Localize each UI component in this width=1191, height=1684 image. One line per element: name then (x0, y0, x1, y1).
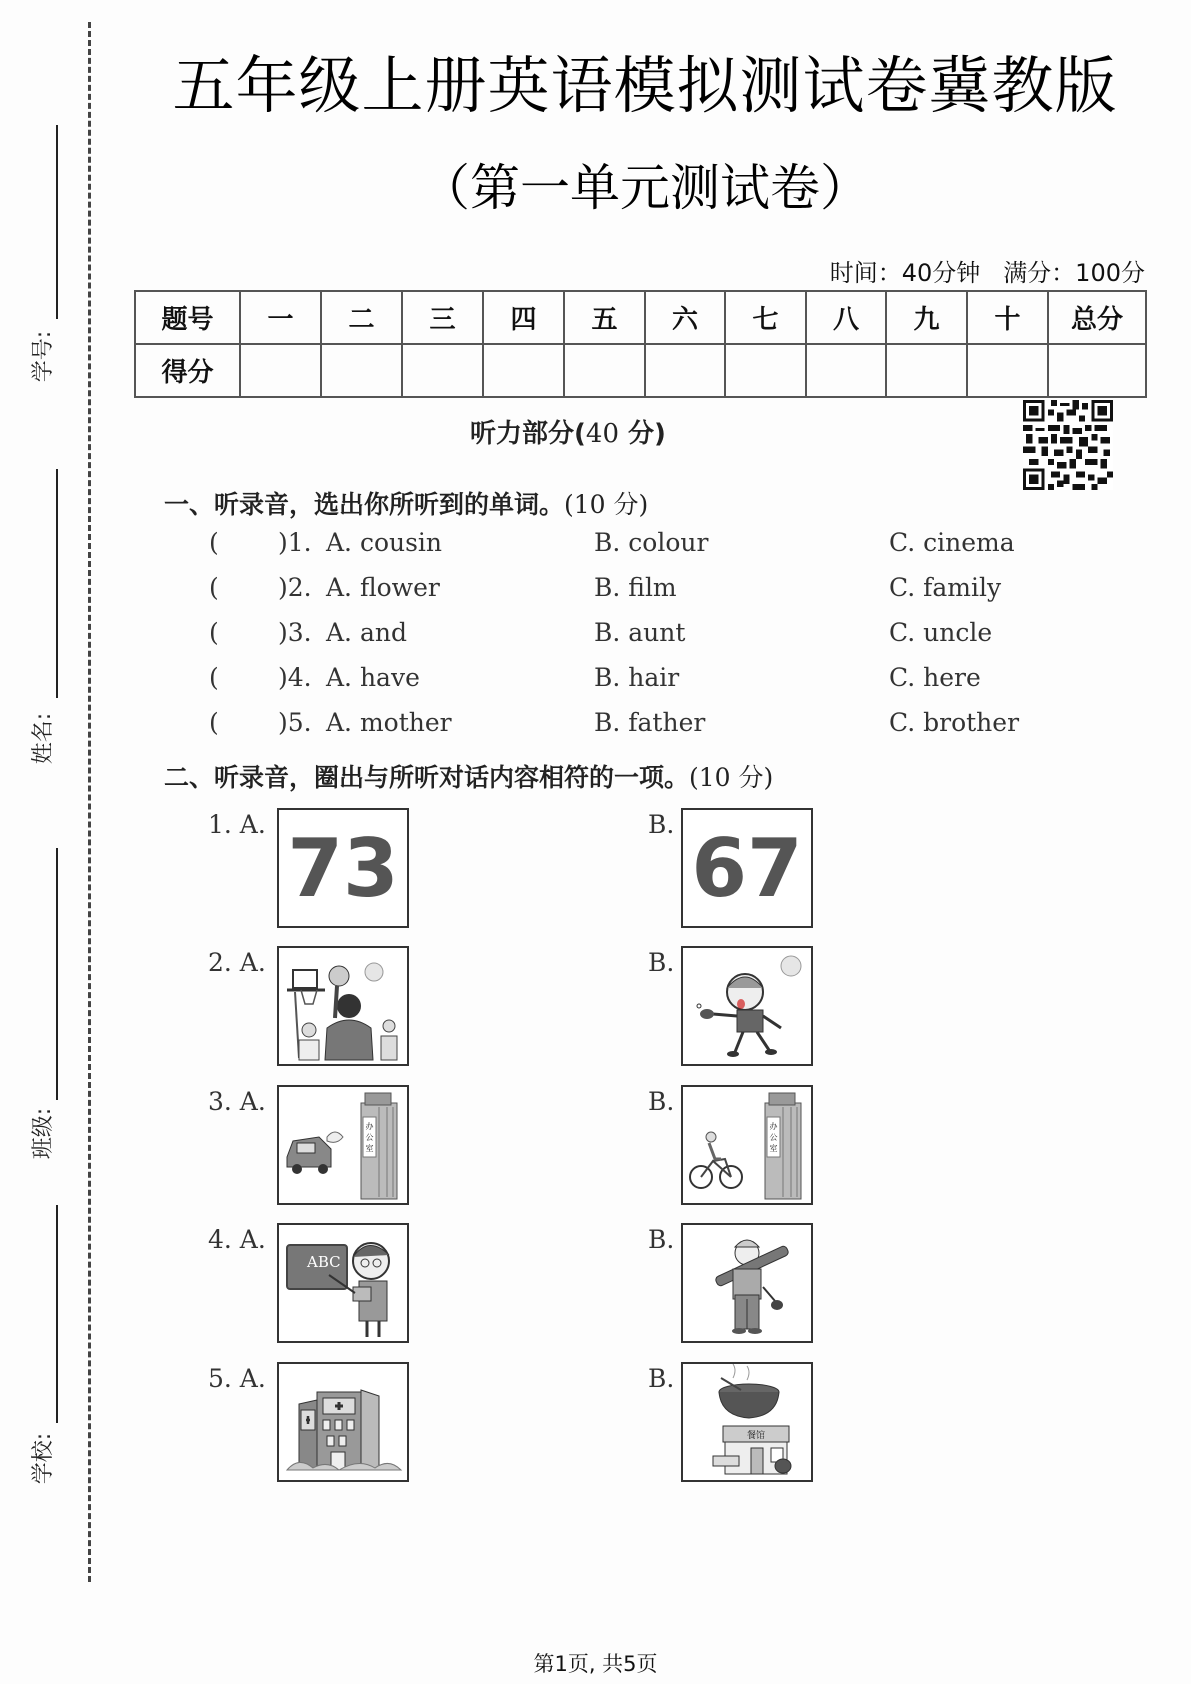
score-cell[interactable] (806, 344, 886, 397)
question-row (0, 571, 1191, 605)
section1-heading-text: 一、听录音，选出你所听到的单词。 (164, 490, 565, 519)
answer-paren: ( (209, 618, 219, 647)
option-c: C. brother (889, 708, 1020, 737)
item1-label-b: B. (648, 810, 675, 839)
item3-option-a[interactable] (277, 1085, 409, 1205)
svg-text:ABC: ABC (307, 1253, 341, 1271)
svg-text:餐馆: 餐馆 (746, 1431, 766, 1441)
score-row (135, 344, 1146, 397)
school-underline (56, 1205, 58, 1423)
item1-option-a[interactable] (277, 808, 409, 928)
option-a: A. flower (326, 573, 440, 602)
student-id-label-text: 学号: (31, 330, 57, 382)
listening-title-text: 听力部分 (470, 419, 575, 449)
exam-meta (830, 258, 1145, 288)
item3-option-b[interactable] (681, 1085, 813, 1205)
question-number: )1. (278, 528, 312, 557)
answer-input[interactable] (222, 663, 280, 695)
section2-points: (10 分) (689, 763, 774, 792)
score-table (134, 290, 1147, 398)
option-c: C. here (889, 663, 981, 692)
answer-paren: ( (209, 528, 219, 557)
item1-label-a: 1. A. (208, 810, 266, 839)
svg-text:公: 公 (769, 1133, 778, 1142)
section1-heading (164, 489, 648, 521)
student-id-label (22, 328, 62, 384)
item1-option-b[interactable] (681, 808, 813, 928)
question-row (0, 661, 1191, 695)
qr-code-icon[interactable] (1023, 400, 1113, 490)
answer-paren: ( (209, 708, 219, 737)
question-number: )4. (278, 663, 312, 692)
item2-label-b: B. (648, 948, 675, 977)
option-a: A. cousin (326, 528, 443, 557)
option-c: C. uncle (889, 618, 993, 647)
item4-label-b: B. (648, 1225, 675, 1254)
total-score-cell[interactable] (1048, 344, 1146, 397)
item2-option-b[interactable] (681, 946, 813, 1066)
page-subtitle: （第一单元测试卷） (420, 159, 870, 217)
question-number: )5. (278, 708, 312, 737)
bike-to-office-icon (683, 1087, 811, 1203)
column-header: 一 (240, 291, 321, 344)
option-a: A. mother (326, 708, 452, 737)
plumber-icon (683, 1225, 811, 1341)
item5-label-a: 5. A. (208, 1364, 266, 1393)
listening-points-unit: 分) (619, 419, 666, 449)
listening-points: 40 (585, 419, 619, 449)
class-label-text: 班级: (31, 1107, 57, 1159)
listening-part-title (470, 418, 666, 450)
section2-heading (164, 762, 773, 794)
full-score: 满分：100分 (1003, 259, 1145, 287)
score-cell[interactable] (645, 344, 725, 397)
number-67: 67 (691, 822, 803, 915)
row-header-question: 题号 (135, 291, 240, 344)
item5-option-a[interactable] (277, 1362, 409, 1482)
question-row (0, 526, 1191, 560)
svg-text:室: 室 (365, 1144, 374, 1153)
column-header: 八 (806, 291, 886, 344)
question-number: )3. (278, 618, 312, 647)
svg-text:室: 室 (769, 1144, 778, 1153)
score-cell[interactable] (967, 344, 1048, 397)
question-number-row (135, 291, 1146, 344)
score-cell[interactable] (564, 344, 645, 397)
question-number: )2. (278, 573, 312, 602)
hospital-icon (279, 1364, 407, 1480)
item4-option-b[interactable] (681, 1223, 813, 1343)
option-a: A. have (326, 663, 420, 692)
student-id-underline (56, 125, 58, 319)
score-cell[interactable] (483, 344, 564, 397)
answer-paren: ( (209, 573, 219, 602)
time-limit: 时间：40分钟 (829, 259, 981, 287)
column-header: 七 (725, 291, 806, 344)
section2-heading-text: 二、听录音，圈出与所听对话内容相符的一项。 (164, 763, 690, 792)
restaurant-icon (683, 1364, 811, 1480)
item3-label-a: 3. A. (208, 1087, 266, 1116)
column-header: 九 (886, 291, 967, 344)
svg-text:办: 办 (769, 1122, 778, 1131)
column-header: 二 (321, 291, 402, 344)
page-footer: 第1页, 共5页 (533, 1652, 658, 1676)
item5-option-b[interactable] (681, 1362, 813, 1482)
item2-label-a: 2. A. (208, 948, 266, 977)
item4-option-a[interactable] (277, 1223, 409, 1343)
listening-paren: ( (574, 419, 586, 449)
school-label (22, 1430, 62, 1486)
answer-input[interactable] (222, 708, 280, 740)
column-header: 四 (483, 291, 564, 344)
svg-text:公: 公 (365, 1133, 374, 1142)
row-header-score: 得分 (135, 344, 240, 397)
class-label (22, 1105, 62, 1161)
page-title: 五年级上册英语模拟测试卷冀教版 (172, 49, 1118, 122)
answer-input[interactable] (222, 573, 280, 605)
item2-option-a[interactable] (277, 946, 409, 1066)
item4-label-a: 4. A. (208, 1225, 266, 1254)
option-b: B. film (594, 573, 677, 602)
svg-text:办: 办 (365, 1122, 374, 1131)
score-cell[interactable] (725, 344, 806, 397)
answer-paren: ( (209, 663, 219, 692)
ping-pong-boy-icon (683, 948, 811, 1064)
answer-input[interactable] (222, 528, 280, 560)
name-label-text: 姓名: (31, 712, 57, 764)
option-b: B. hair (594, 663, 680, 692)
teacher-icon (279, 1225, 407, 1341)
question-row (0, 616, 1191, 650)
column-header: 十 (967, 291, 1048, 344)
basketball-players-icon (279, 948, 407, 1064)
score-cell[interactable] (321, 344, 402, 397)
option-b: B. colour (594, 528, 709, 557)
score-cell[interactable] (240, 344, 321, 397)
school-label-text: 学校: (31, 1432, 57, 1484)
answer-input[interactable] (222, 618, 280, 650)
cut-line (88, 22, 91, 1582)
question-row (0, 706, 1191, 740)
column-header: 六 (645, 291, 725, 344)
score-cell[interactable] (402, 344, 483, 397)
option-b: B. aunt (594, 618, 686, 647)
option-b: B. father (594, 708, 706, 737)
column-header: 五 (564, 291, 645, 344)
column-header-total: 总分 (1048, 291, 1146, 344)
option-c: C. cinema (889, 528, 1015, 557)
item5-label-b: B. (648, 1364, 675, 1393)
score-cell[interactable] (886, 344, 967, 397)
item3-label-b: B. (648, 1087, 675, 1116)
option-c: C. family (889, 573, 1002, 602)
option-a: A. and (326, 618, 407, 647)
column-header: 三 (402, 291, 483, 344)
number-73: 73 (287, 822, 399, 915)
section1-points: (10 分) (564, 490, 649, 519)
car-to-office-icon (279, 1087, 407, 1203)
class-underline (56, 848, 58, 1100)
